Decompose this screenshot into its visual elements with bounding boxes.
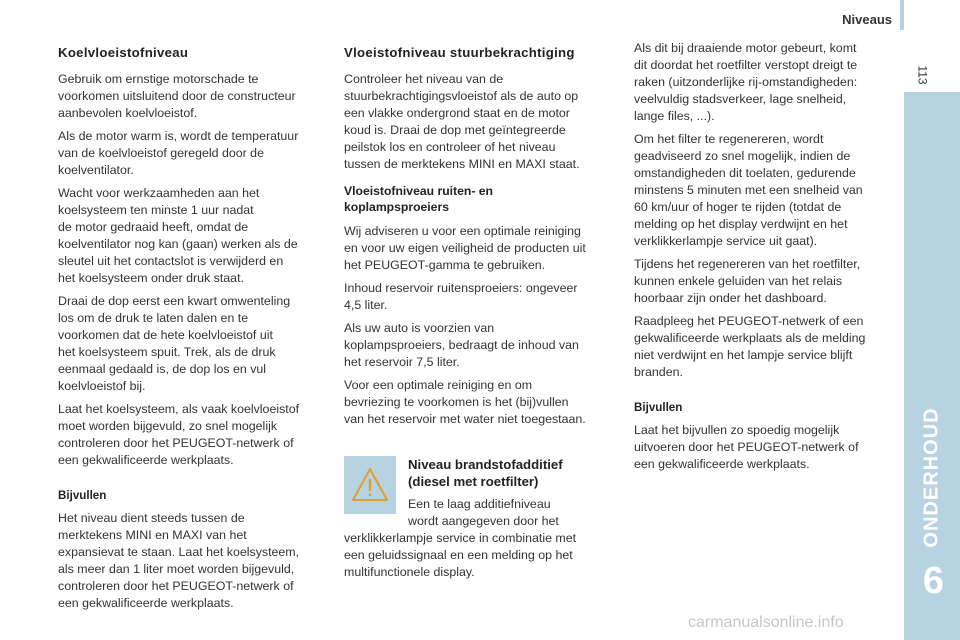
section-title-washer: Vloeistofniveau ruiten- en koplampsproeiers [344,184,493,214]
paragraph: Het niveau dient steeds tussen de merktekens MINI en MAXI van het expansievat te staan. Laat het koelsysteem, als meer dan 1 liter moet worden bijgevuld, controleren door het PEUGEOT-netwerk of een gekwalificeerde werkplaats. [58,511,300,610]
column-regeneration [634,40,896,479]
column-coolant [58,40,328,618]
chapter-number: 6 [922,560,944,602]
paragraph: Laat het bijvullen zo spoedig mogelijk uitvoeren door het PEUGEOT-netwerk of een gekwalificeerde werkplaats. [634,423,859,471]
paragraph: Wacht voor werkzaamheden aan het koelsysteem ten minste 1 uur nadat de motor gedraaid heeft, omdat de koelventilator nog kan (gaan) werken als de sleutel uit het contactslot is verwijderd en het koelsysteem onder druk staat. [58,186,298,285]
paragraph: Als dit bij draaiende motor gebeurt, komt dit doordat het roetfilter verstopt dreigt te raken (uitzonderlijke rij-omstandigheden: veelvuldig stadsverkeer, lage snelheid, lange files, ...). [634,41,858,123]
paragraph: Gebruik om ernstige motorschade te voorkomen uitsluitend door de constructeur aanbevolen koelvloeistof. [58,72,296,120]
section-title-fuel-additive: Niveau brandstofadditief (diesel met roetfilter) [408,457,563,489]
section-title-power-steering: Vloeistofniveau stuurbekrachtiging [344,45,575,60]
paragraph: Om het filter te regenereren, wordt geadviseerd zo snel mogelijk, indien de omstandigheden dit toelaten, gedurende minstens 5 minuten met een snelheid van 60 km/uur of hoger te rijden (totdat de melding op het display verdwijnt en het verklikkerlampje service uit gaat). [634,132,863,248]
page-number: 113 [915,65,930,85]
chapter-label-text: ONDERHOUD [920,406,943,548]
subsection-title-refill: Bijvullen [634,401,683,414]
paragraph: Een te laag additiefniveau wordt aangegeven door het [408,497,559,528]
page-header-title: Niveaus [842,12,892,27]
subsection-title-refill: Bijvullen [58,489,107,502]
watermark: carmanualsonline.info [688,614,844,631]
paragraph: Inhoud reservoir ruitensproeiers: ongeveer 4,5 liter. [344,281,578,312]
paragraph: Controleer het niveau van de stuurbekrachtigingsvloeistof als de auto op een vlakke ondergrond staat en de motor koud is. Draai de dop met geïntegreerde peilstok los en controleer of het niveau tussen de merktekens MINI en MAXI staat. [344,72,580,171]
warning-triangle-icon [350,466,390,504]
paragraph: verklikkerlampje service in combinatie met een geluidssignaal en een melding op het multifunctionele display. [344,531,577,579]
paragraph: Als uw auto is voorzien van koplampsproeiers, bedraagt de inhoud van het reservoir 7,5 liter. [344,321,579,369]
paragraph: Wij adviseren u voor een optimale reiniging en voor uw eigen veiligheid de producten uit het PEUGEOT-gamma te gebruiken. [344,224,586,272]
warning-box [344,456,396,514]
paragraph: Voor een optimale reiniging en om bevriezing te voorkomen is het (bij)vullen van het reservoir met water niet toegestaan. [344,378,586,426]
chapter-label [914,404,950,550]
paragraph: Draai de dop eerst een kwart omwenteling los om de druk te laten dalen en te voorkomen dat de hete koelvloeistof uit het koelsysteem spuit. Trek, als de druk eenmaal gedaald is, de dop los en vul koelvloeistof bij. [58,294,291,393]
header-accent-strip [900,0,904,30]
section-title-coolant: Koelvloeistofniveau [58,45,189,60]
paragraph: Als de motor warm is, wordt de temperatuur van de koelvloeistof geregeld door de koelventilator. [58,129,299,177]
chapter-side-tab [904,92,960,640]
paragraph: Tijdens het regenereren van het roetfilter, kunnen enkele geluiden van het relais hoorbaar zijn onder het dashboard. [634,257,861,305]
column-steering-washer [344,40,616,434]
paragraph: Laat het koelsysteem, als vaak koelvloeistof moet worden bijgevuld, zo snel mogelijk controleren door het PEUGEOT-netwerk of een gekwalificeerde werkplaats. [58,402,300,467]
paragraph: Raadpleeg het PEUGEOT-netwerk of een gekwalificeerde werkplaats als de melding niet verdwijnt en het lampje service blijft branden. [634,314,866,379]
fuel-additive-section [344,456,616,581]
